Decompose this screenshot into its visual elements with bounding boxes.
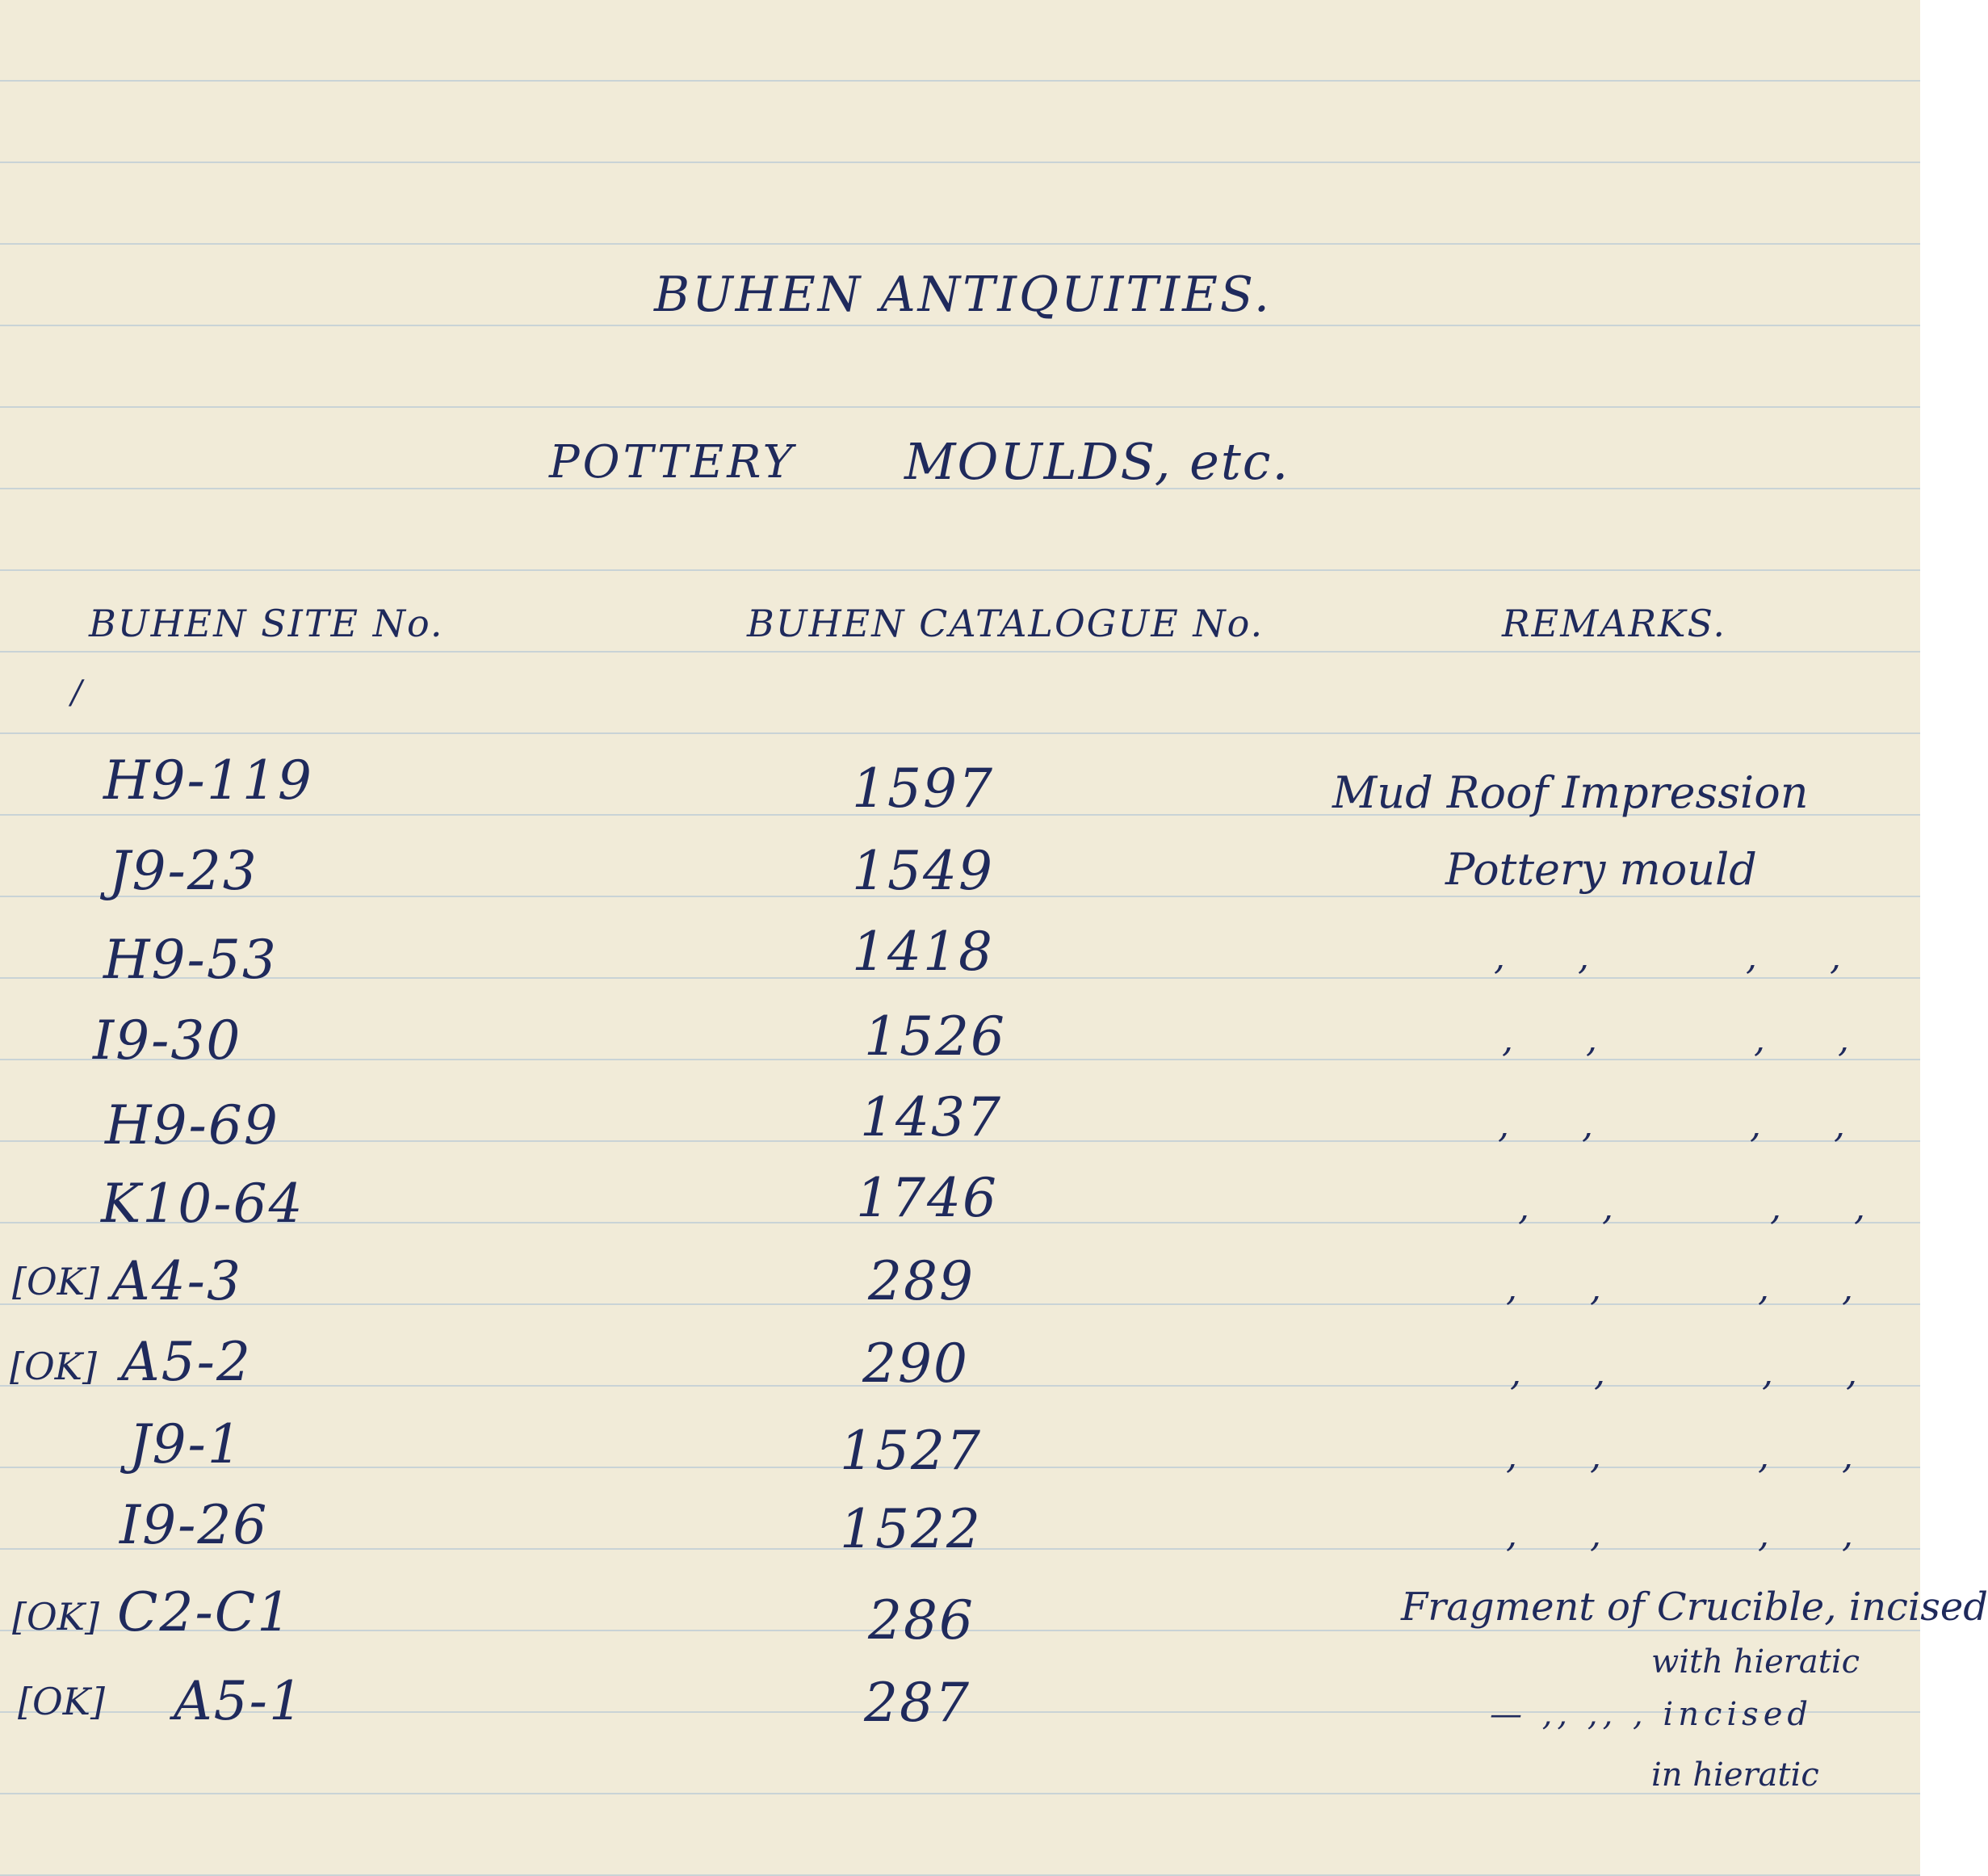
catalogue-number: 1526 xyxy=(864,1005,1006,1068)
catalogue-number: 1527 xyxy=(840,1420,982,1482)
subtitle-pottery: POTTERY xyxy=(549,436,796,489)
remarks-text: Pottery mould xyxy=(1445,844,1757,895)
site-number: H9-69 xyxy=(105,1094,279,1156)
catalogue-number: 1418 xyxy=(852,921,994,983)
remarks-continuation: in hieratic xyxy=(1651,1756,1819,1794)
ditto-marks: ,, ,, xyxy=(1506,1514,1926,1555)
ok-check-mark: [OK] xyxy=(18,1680,105,1723)
tick-mark: / xyxy=(71,674,82,711)
ok-check-mark: [OK] xyxy=(10,1345,97,1388)
site-number: A5-2 xyxy=(121,1331,252,1393)
site-number: I9-30 xyxy=(93,1009,242,1072)
page-title: BUHEN ANTIQUITIES. xyxy=(654,267,1272,323)
catalogue-number: 1522 xyxy=(840,1498,982,1560)
column-header-remarks: REMARKS. xyxy=(1502,602,1727,645)
ditto-marks: ,, ,, xyxy=(1498,1105,1918,1146)
remarks-text: — ,, ,, , incised xyxy=(1490,1696,1813,1733)
site-number: J9-23 xyxy=(109,840,258,902)
remarks-text: Mud Roof Impression xyxy=(1332,767,1809,818)
catalogue-number: 287 xyxy=(864,1672,971,1734)
catalogue-number: 1597 xyxy=(852,758,994,820)
catalogue-number: 1437 xyxy=(860,1086,1002,1148)
ditto-marks: ,, ,, xyxy=(1506,1436,1926,1477)
ok-check-mark: [OK] xyxy=(12,1260,99,1303)
site-number: C2-C1 xyxy=(117,1581,293,1643)
remarks-continuation: with hieratic xyxy=(1651,1643,1860,1681)
site-number: I9-26 xyxy=(120,1494,269,1556)
ditto-marks: ,, ,, xyxy=(1502,1019,1922,1060)
remarks-text: Fragment of Crucible, incised xyxy=(1401,1584,1988,1630)
site-number: A5-1 xyxy=(174,1670,304,1732)
site-number: J9-1 xyxy=(129,1413,243,1475)
catalogue-number: 286 xyxy=(868,1589,975,1651)
ditto-marks: ,, ,, xyxy=(1510,1353,1930,1394)
subtitle-moulds: MOULDS, etc. xyxy=(904,432,1290,491)
ditto-marks: ,, ,, xyxy=(1518,1187,1938,1228)
site-number: A4-3 xyxy=(111,1250,242,1312)
catalogue-number: 1746 xyxy=(856,1167,998,1229)
site-number: H9-53 xyxy=(103,929,278,991)
ditto-marks: ,, ,, xyxy=(1494,937,1914,978)
column-header-site: BUHEN SITE No. xyxy=(89,602,444,645)
catalogue-number: 290 xyxy=(862,1333,969,1395)
catalogue-number: 289 xyxy=(868,1250,975,1312)
ditto-marks: ,, ,, xyxy=(1506,1268,1926,1309)
column-header-catalogue: BUHEN CATALOGUE No. xyxy=(747,602,1265,645)
site-number: H9-119 xyxy=(103,749,313,812)
site-number: K10-64 xyxy=(101,1173,304,1235)
ok-check-mark: [OK] xyxy=(12,1595,99,1639)
catalogue-number: 1549 xyxy=(852,840,994,902)
